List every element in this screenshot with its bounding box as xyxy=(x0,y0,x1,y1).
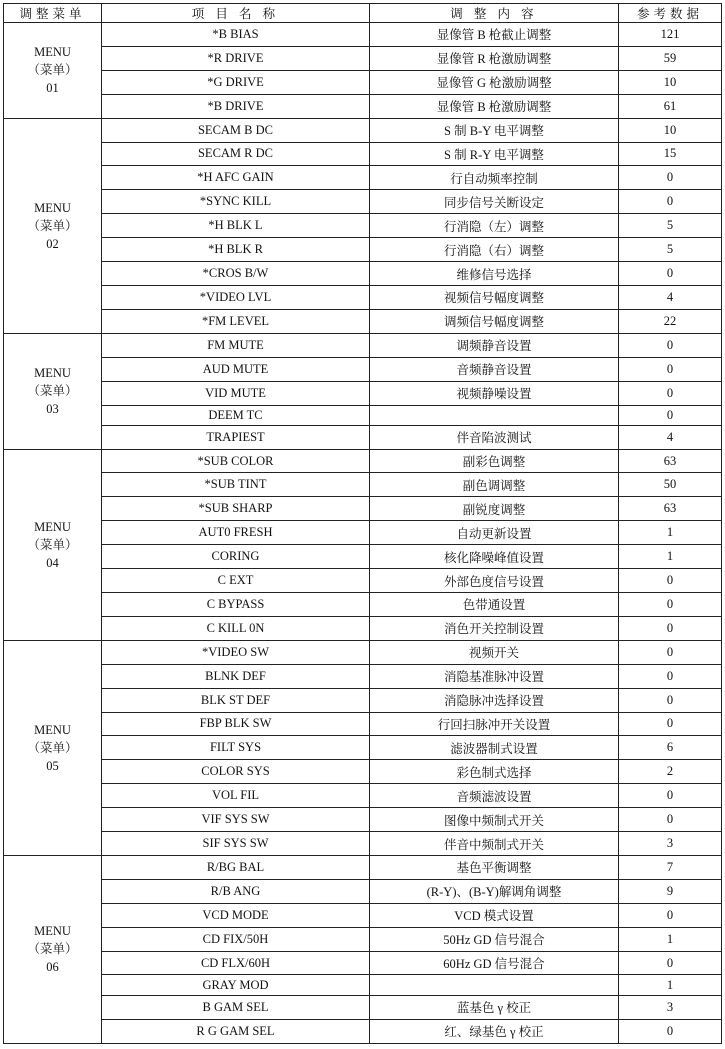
reference-value-cell: 63 xyxy=(619,449,722,473)
reference-value-cell: 0 xyxy=(619,592,722,616)
reference-value-cell: 10 xyxy=(619,118,722,142)
item-name-cell: COLOR SYS xyxy=(102,760,370,784)
reference-value-cell: 1 xyxy=(619,521,722,545)
content-cell: 消隐脉冲选择设置 xyxy=(370,688,619,712)
reference-value-cell: 0 xyxy=(619,357,722,381)
content-cell: (R-Y)、(B-Y)解调角调整 xyxy=(370,879,619,903)
content-cell: 显像管 B 枪截止调整 xyxy=(370,23,619,47)
item-name-cell: B GAM SEL xyxy=(102,995,370,1019)
menu-cell xyxy=(4,640,102,855)
reference-value-cell: 9 xyxy=(619,879,722,903)
content-cell: 音频滤波设置 xyxy=(370,784,619,808)
table-row xyxy=(4,855,722,879)
table-row xyxy=(4,688,722,712)
item-name-cell: AUT0 FRESH xyxy=(102,521,370,545)
table-row xyxy=(4,142,722,166)
header-menu: 调整菜单 xyxy=(4,4,102,23)
menu-label-cn: （菜单） xyxy=(27,537,78,552)
item-name-cell: VOL FIL xyxy=(102,784,370,808)
reference-value-cell: 0 xyxy=(619,664,722,688)
reference-value-cell: 3 xyxy=(619,995,722,1019)
menu-cell xyxy=(4,855,102,1043)
table-row xyxy=(4,712,722,736)
table-row xyxy=(4,214,722,238)
header-content: 调 整 内 容 xyxy=(370,4,619,23)
item-name-cell: FBP BLK SW xyxy=(102,712,370,736)
menu-cell xyxy=(4,449,102,640)
table-row xyxy=(4,70,722,94)
table-row xyxy=(4,23,722,47)
item-name-cell: R/B ANG xyxy=(102,879,370,903)
content-cell: 副彩色调整 xyxy=(370,449,619,473)
table-row xyxy=(4,879,722,903)
reference-value-cell: 5 xyxy=(619,238,722,262)
item-name-cell: C KILL 0N xyxy=(102,616,370,640)
content-cell xyxy=(370,975,619,995)
content-cell: 伴音中频制式开关 xyxy=(370,832,619,856)
reference-value-cell: 61 xyxy=(619,94,722,118)
content-cell: 行消隐（右）调整 xyxy=(370,238,619,262)
item-name-cell: TRAPIEST xyxy=(102,425,370,449)
table-row xyxy=(4,190,722,214)
item-name-cell: CD FLX/60H xyxy=(102,951,370,975)
content-cell: 自动更新设置 xyxy=(370,521,619,545)
menu-label-cn: （菜单） xyxy=(27,218,78,233)
reference-value-cell: 4 xyxy=(619,285,722,309)
table-row xyxy=(4,569,722,593)
reference-value-cell: 1 xyxy=(619,545,722,569)
content-cell: 视频信号幅度调整 xyxy=(370,285,619,309)
table-row xyxy=(4,405,722,425)
table-row xyxy=(4,616,722,640)
content-cell xyxy=(370,405,619,425)
menu-number: 02 xyxy=(46,236,59,251)
table-row xyxy=(4,357,722,381)
menu-label: MENU xyxy=(34,45,71,60)
reference-value-cell: 121 xyxy=(619,23,722,47)
item-name-cell: CORING xyxy=(102,545,370,569)
menu-number: 01 xyxy=(46,81,59,96)
table-row xyxy=(4,94,722,118)
content-cell: 消隐基准脉冲设置 xyxy=(370,664,619,688)
table-row xyxy=(4,166,722,190)
reference-value-cell: 3 xyxy=(619,832,722,856)
table-row xyxy=(4,951,722,975)
table-row xyxy=(4,832,722,856)
content-cell: 显像管 G 枪激励调整 xyxy=(370,70,619,94)
item-name-cell: CD FIX/50H xyxy=(102,927,370,951)
item-name-cell: SIF SYS SW xyxy=(102,832,370,856)
reference-value-cell: 0 xyxy=(619,1019,722,1043)
item-name-cell: GRAY MOD xyxy=(102,975,370,995)
item-name-cell: C BYPASS xyxy=(102,592,370,616)
table-row xyxy=(4,736,722,760)
content-cell: S 制 B-Y 电平调整 xyxy=(370,118,619,142)
content-cell: 显像管 R 枪激励调整 xyxy=(370,46,619,70)
menu-label-cn: （菜单） xyxy=(27,942,78,957)
content-cell: 核化降噪峰值设置 xyxy=(370,545,619,569)
item-name-cell: *SUB COLOR xyxy=(102,449,370,473)
menu-cell xyxy=(4,333,102,449)
table-row xyxy=(4,640,722,664)
reference-value-cell: 7 xyxy=(619,855,722,879)
header-row xyxy=(4,4,722,23)
reference-value-cell: 0 xyxy=(619,616,722,640)
reference-value-cell: 50 xyxy=(619,473,722,497)
content-cell: 视频静噪设置 xyxy=(370,381,619,405)
table-row xyxy=(4,333,722,357)
item-name-cell: AUD MUTE xyxy=(102,357,370,381)
item-name-cell: *H AFC GAIN xyxy=(102,166,370,190)
reference-value-cell: 0 xyxy=(619,712,722,736)
menu-label: MENU xyxy=(34,519,71,534)
content-cell: 红、绿基色 γ 校正 xyxy=(370,1019,619,1043)
item-name-cell: SECAM B DC xyxy=(102,118,370,142)
reference-value-cell: 2 xyxy=(619,760,722,784)
table-row xyxy=(4,118,722,142)
item-name-cell: BLNK DEF xyxy=(102,664,370,688)
menu-number: 05 xyxy=(46,758,59,773)
reference-value-cell: 0 xyxy=(619,784,722,808)
table-row xyxy=(4,760,722,784)
content-cell: 伴音陷波测试 xyxy=(370,425,619,449)
content-cell: 同步信号关断设定 xyxy=(370,190,619,214)
table-row xyxy=(4,425,722,449)
menu-label-cn: （菜单） xyxy=(27,63,78,78)
item-name-cell: BLK ST DEF xyxy=(102,688,370,712)
content-cell: 图像中频制式开关 xyxy=(370,808,619,832)
table-row xyxy=(4,995,722,1019)
content-cell: 彩色制式选择 xyxy=(370,760,619,784)
reference-value-cell: 1 xyxy=(619,975,722,995)
table-row xyxy=(4,545,722,569)
reference-value-cell: 0 xyxy=(619,381,722,405)
table-row xyxy=(4,473,722,497)
header-reference: 参考数据 xyxy=(619,4,722,23)
table-row xyxy=(4,784,722,808)
item-name-cell: *VIDEO SW xyxy=(102,640,370,664)
table-row xyxy=(4,285,722,309)
item-name-cell: FILT SYS xyxy=(102,736,370,760)
content-cell: 显像管 B 枪激励调整 xyxy=(370,94,619,118)
adjustment-table xyxy=(3,3,722,1044)
content-cell: S 制 R-Y 电平调整 xyxy=(370,142,619,166)
table-row xyxy=(4,521,722,545)
item-name-cell: *R DRIVE xyxy=(102,46,370,70)
table-row xyxy=(4,808,722,832)
menu-number: 06 xyxy=(46,960,59,975)
item-name-cell: *H BLK L xyxy=(102,214,370,238)
item-name-cell: FM MUTE xyxy=(102,333,370,357)
content-cell: 行消隐（左）调整 xyxy=(370,214,619,238)
reference-value-cell: 22 xyxy=(619,309,722,333)
table-row xyxy=(4,449,722,473)
reference-value-cell: 0 xyxy=(619,262,722,286)
content-cell: 行回扫脉冲开关设置 xyxy=(370,712,619,736)
item-name-cell: *B BIAS xyxy=(102,23,370,47)
item-name-cell: DEEM TC xyxy=(102,405,370,425)
table-row xyxy=(4,975,722,995)
table-row xyxy=(4,927,722,951)
item-name-cell: R/BG BAL xyxy=(102,855,370,879)
reference-value-cell: 6 xyxy=(619,736,722,760)
content-cell: 副色调调整 xyxy=(370,473,619,497)
item-name-cell: *B DRIVE xyxy=(102,94,370,118)
menu-label: MENU xyxy=(34,200,71,215)
table-row xyxy=(4,262,722,286)
content-cell: 音频静音设置 xyxy=(370,357,619,381)
content-cell: 调频静音设置 xyxy=(370,333,619,357)
item-name-cell: VIF SYS SW xyxy=(102,808,370,832)
reference-value-cell: 10 xyxy=(619,70,722,94)
item-name-cell: VCD MODE xyxy=(102,903,370,927)
item-name-cell: *VIDEO LVL xyxy=(102,285,370,309)
item-name-cell: *H BLK R xyxy=(102,238,370,262)
menu-label-cn: （菜单） xyxy=(27,740,78,755)
content-cell: 60Hz GD 信号混合 xyxy=(370,951,619,975)
item-name-cell: *FM LEVEL xyxy=(102,309,370,333)
reference-value-cell: 4 xyxy=(619,425,722,449)
table-row xyxy=(4,238,722,262)
content-cell: 外部色度信号设置 xyxy=(370,569,619,593)
menu-label: MENU xyxy=(34,366,71,381)
item-name-cell: C EXT xyxy=(102,569,370,593)
menu-cell xyxy=(4,23,102,119)
reference-value-cell: 0 xyxy=(619,808,722,832)
content-cell: 维修信号选择 xyxy=(370,262,619,286)
table-row xyxy=(4,46,722,70)
reference-value-cell: 0 xyxy=(619,333,722,357)
item-name-cell: *CROS B/W xyxy=(102,262,370,286)
content-cell: 蓝基色 γ 校正 xyxy=(370,995,619,1019)
content-cell: 调频信号幅度调整 xyxy=(370,309,619,333)
reference-value-cell: 1 xyxy=(619,927,722,951)
header-item-name: 项 目 名 称 xyxy=(102,4,370,23)
item-name-cell: *SYNC KILL xyxy=(102,190,370,214)
table-body xyxy=(4,23,722,1044)
menu-label-cn: （菜单） xyxy=(27,384,78,399)
reference-value-cell: 0 xyxy=(619,166,722,190)
content-cell: 视频开关 xyxy=(370,640,619,664)
reference-value-cell: 0 xyxy=(619,190,722,214)
reference-value-cell: 63 xyxy=(619,497,722,521)
item-name-cell: *G DRIVE xyxy=(102,70,370,94)
table-row xyxy=(4,664,722,688)
content-cell: 行自动频率控制 xyxy=(370,166,619,190)
item-name-cell: SECAM R DC xyxy=(102,142,370,166)
item-name-cell: *SUB SHARP xyxy=(102,497,370,521)
table-row xyxy=(4,497,722,521)
table-row xyxy=(4,592,722,616)
content-cell: 色带通设置 xyxy=(370,592,619,616)
menu-label: MENU xyxy=(34,924,71,939)
menu-number: 03 xyxy=(46,402,59,417)
reference-value-cell: 0 xyxy=(619,405,722,425)
menu-number: 04 xyxy=(46,555,59,570)
reference-value-cell: 0 xyxy=(619,569,722,593)
item-name-cell: VID MUTE xyxy=(102,381,370,405)
table-row xyxy=(4,903,722,927)
content-cell: VCD 模式设置 xyxy=(370,903,619,927)
reference-value-cell: 5 xyxy=(619,214,722,238)
reference-value-cell: 0 xyxy=(619,903,722,927)
item-name-cell: R G GAM SEL xyxy=(102,1019,370,1043)
reference-value-cell: 15 xyxy=(619,142,722,166)
reference-value-cell: 59 xyxy=(619,46,722,70)
table-row xyxy=(4,309,722,333)
content-cell: 滤波器制式设置 xyxy=(370,736,619,760)
content-cell: 副锐度调整 xyxy=(370,497,619,521)
content-cell: 消色开关控制设置 xyxy=(370,616,619,640)
reference-value-cell: 0 xyxy=(619,640,722,664)
menu-cell xyxy=(4,118,102,333)
menu-label: MENU xyxy=(34,722,71,737)
content-cell: 基色平衡调整 xyxy=(370,855,619,879)
content-cell: 50Hz GD 信号混合 xyxy=(370,927,619,951)
reference-value-cell: 0 xyxy=(619,951,722,975)
reference-value-cell: 0 xyxy=(619,688,722,712)
table-row xyxy=(4,381,722,405)
item-name-cell: *SUB TINT xyxy=(102,473,370,497)
table-row xyxy=(4,1019,722,1043)
